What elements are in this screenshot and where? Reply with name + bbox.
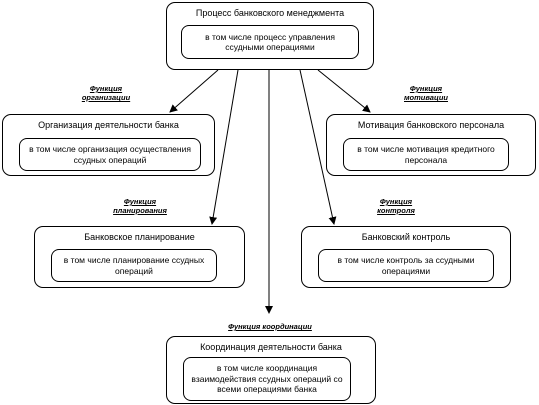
organization-box <box>2 114 215 176</box>
control-inner <box>318 249 494 282</box>
coordination-box <box>166 336 376 404</box>
function-coordination-label: Функция координации <box>228 322 312 331</box>
control-inner-text: в том числе контроль за ссудными операциями <box>337 255 475 276</box>
planning-inner-text: в том числе планирование ссудных операций <box>63 255 205 276</box>
function-planning-label: Функция планирования <box>113 197 167 215</box>
coordination-inner-text: в том числе координация взаимодействия ссудных операций со всеми операциями банка <box>191 363 343 395</box>
planning-box <box>34 226 245 288</box>
management-process-inner-text: в том числе процесс управления ссудными операциями <box>205 31 335 52</box>
management-process-inner <box>181 25 359 59</box>
motivation-box <box>326 114 536 176</box>
arrow-to-planning <box>212 70 238 224</box>
organization-title: Организация деятельности банка <box>38 120 179 130</box>
function-organization-label: Функция организации <box>81 84 131 102</box>
planning-title: Банковское планирование <box>84 232 195 242</box>
coordination-title: Координация деятельности банка <box>200 342 342 352</box>
motivation-inner-text: в том числе мотивация кредитного персонала <box>357 144 495 165</box>
coordination-inner <box>183 357 351 401</box>
planning-inner <box>51 249 217 282</box>
arrow-to-organization <box>170 70 218 112</box>
function-control-label: Функция контроля <box>377 197 415 215</box>
arrow-to-motivation <box>318 70 370 112</box>
motivation-title: Мотивация банковского персонала <box>357 120 505 130</box>
control-box <box>301 226 511 288</box>
organization-inner-text: в том числе организация осуществления ссудных операций <box>29 144 191 165</box>
management-process-box <box>166 2 374 70</box>
motivation-inner <box>343 138 509 171</box>
function-motivation-label: Функция мотивации <box>404 84 448 102</box>
organization-inner <box>19 138 201 171</box>
control-title: Банковский контроль <box>361 232 451 242</box>
management-process-title: Процесс банковского менеджмента <box>195 8 345 18</box>
